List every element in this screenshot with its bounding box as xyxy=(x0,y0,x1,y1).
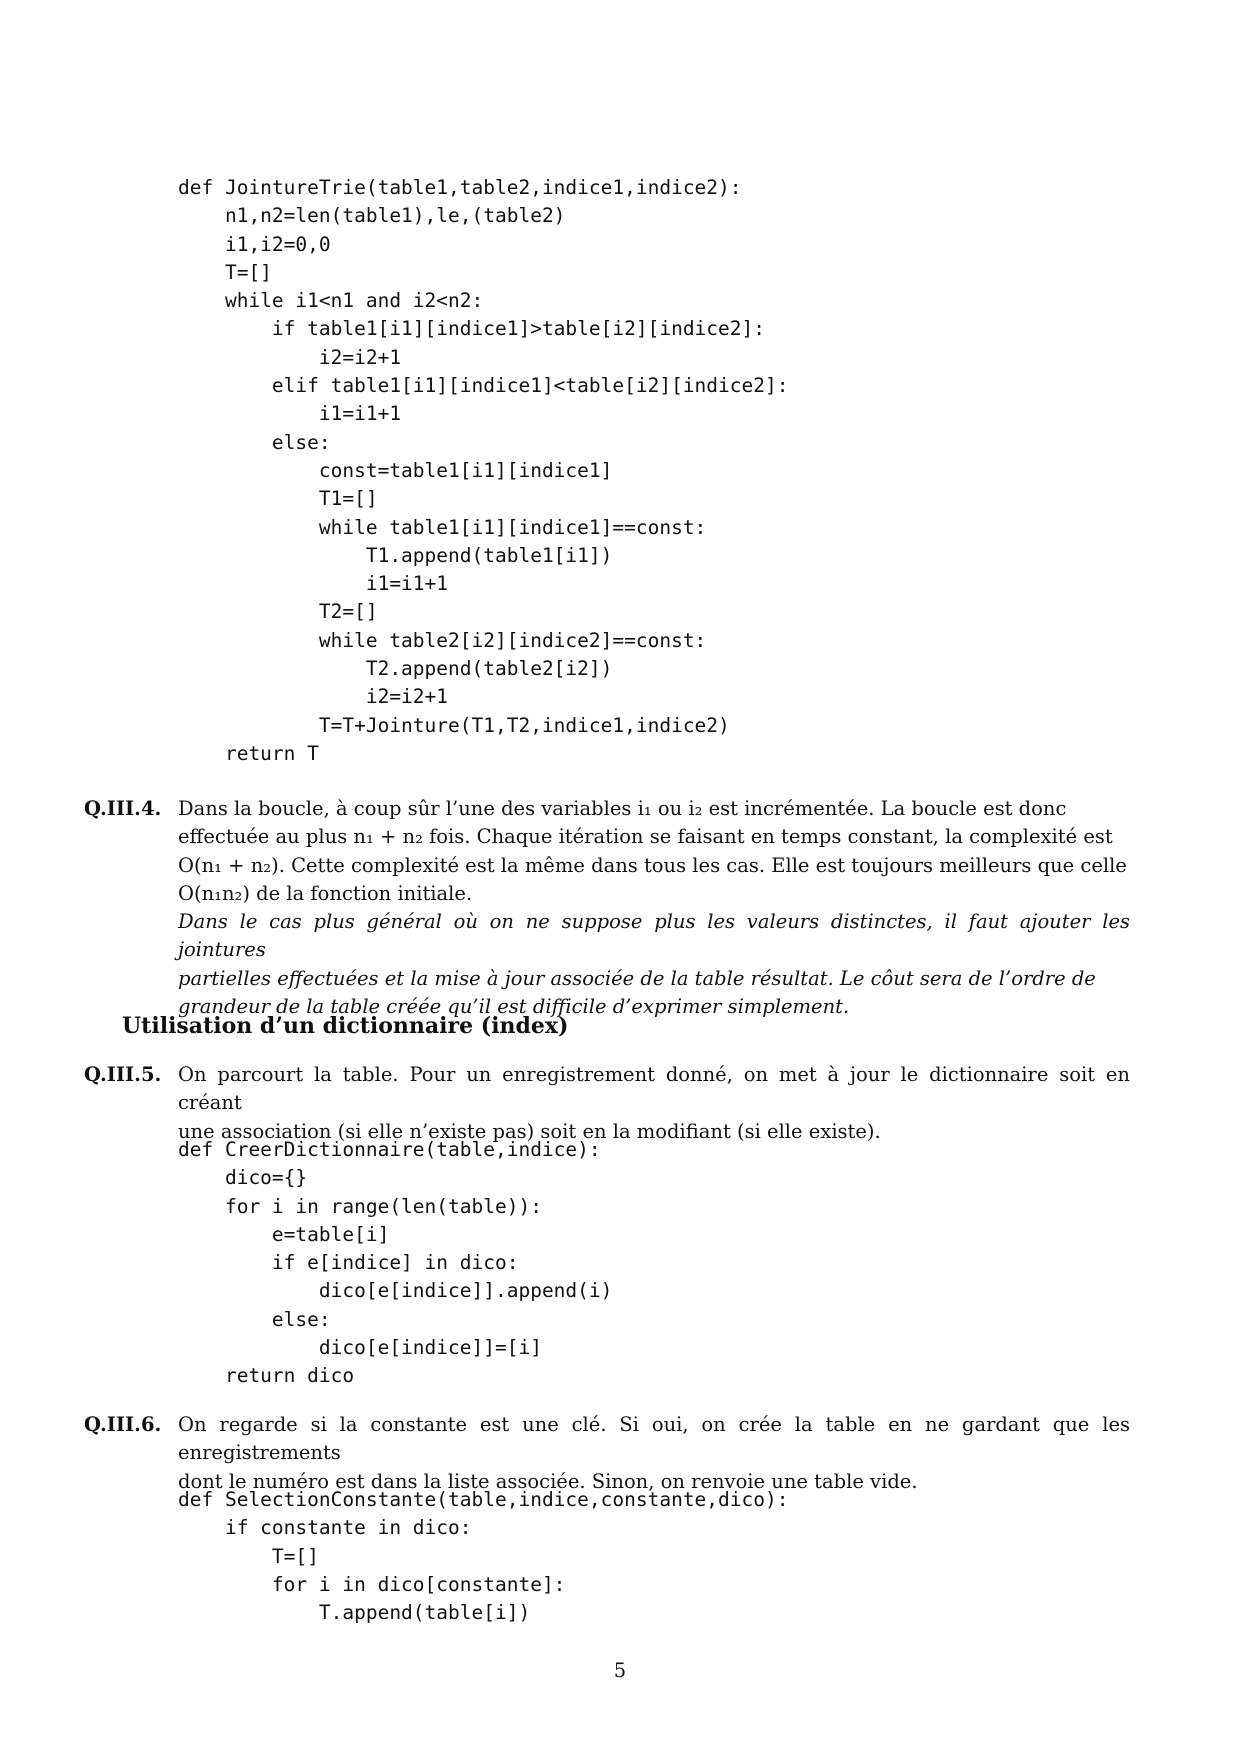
answer-note-line: Dans le cas plus général où on ne suppose plus les valeurs distinctes, il faut ajouter les jointures xyxy=(178,910,1130,962)
section-title: Utilisation d’un dictionnaire (index) xyxy=(122,1013,569,1039)
code-block-creer-dictionnaire: def CreerDictionnaire(table,indice): dico={} for i in range(len(table)): e=table[i] if e[indice] in dico: dico[e[indice]].append(i) else: dico[e[indice]]=[i] return dico xyxy=(178,1138,613,1388)
answer-line: Dans la boucle, à coup sûr l’une des variables i₁ ou i₂ est incrémentée. La boucle est donc xyxy=(178,797,1067,820)
page-number: 5 xyxy=(613,1659,627,1682)
answer-line: On regarde si la constante est une clé. Si oui, on crée la table en ne gardant que les enregistrements xyxy=(178,1413,1130,1465)
answer-line: une association (si elle n’existe pas) soit en la modifiant (si elle existe). xyxy=(178,1119,881,1143)
answer-note-line: grandeur de la table créée qu’il est difficile d’exprimer simplement. xyxy=(178,995,850,1019)
answer-q3-5 xyxy=(178,1061,1130,1146)
answer-line: O(n₁ + n₂). Cette complexité est la même dans tous les cas. Elle est toujours meilleurs que celle xyxy=(178,853,1127,877)
question-label-q3-6: Q.III.6. xyxy=(84,1413,162,1436)
code-block-jointure-trie: def JointureTrie(table1,table2,indice1,indice2): n1,n2=len(table1),le,(table2) i1,i2=0,0 T=[] while i1<n1 and i2<n2: if table1[i1][indice1]>table[i2][indice2]: i2=i2+1 elif table1[i1][indice1]<table[i2][indice2]: i1=i1+1 else: const=table1[i1][indice1] T1=[] while table1[i1][indice1]==const: T1.append(table1[i1]) i1=i1+1 T2=[] while table2[i2][indice2]==const: T2.append(table2[i2]) i2=i2+1 T=T+Jointure(T1,T2,indice1,indice2) return T xyxy=(178,176,789,765)
answer-line: O(n₁n₂) de la fonction initiale. xyxy=(178,881,473,905)
answer-line: dont le numéro est dans la liste associée. Sinon, on renvoie une table vide. xyxy=(178,1469,918,1493)
answer-q3-4 xyxy=(178,795,1130,1021)
question-label-q3-4: Q.III.4. xyxy=(84,797,162,820)
answer-q3-6 xyxy=(178,1411,1130,1496)
answer-line: On parcourt la table. Pour un enregistrement donné, on met à jour le dictionnaire soit en créant xyxy=(178,1063,1130,1115)
code-block-selection-constante: def SelectionConstante(table,indice,constante,dico): if constante in dico: T=[] for i in dico[constante]: T.append(table[i]) xyxy=(178,1488,789,1625)
answer-note-line: partielles effectuées et la mise à jour associée de la table résultat. Le côut sera de l’ordre de xyxy=(178,966,1096,990)
answer-line: effectuée au plus n₁ + n₂ fois. Chaque itération se faisant en temps constant, la complexité est xyxy=(178,825,1113,849)
question-label-q3-5: Q.III.5. xyxy=(84,1063,162,1086)
